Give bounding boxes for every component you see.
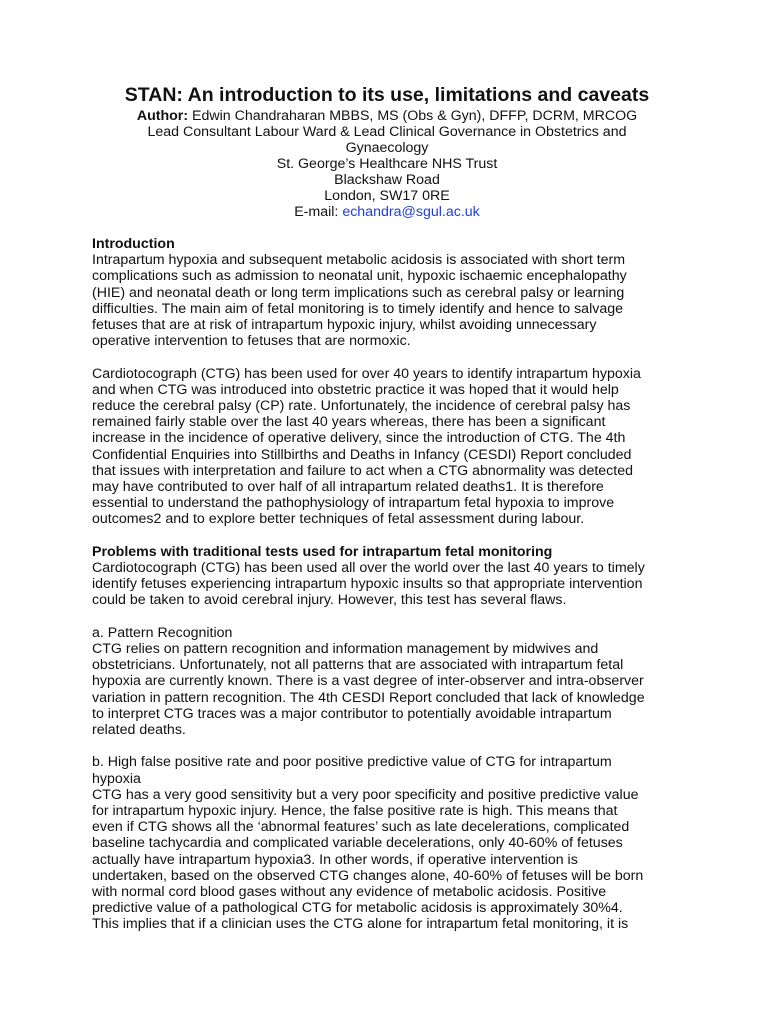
text-line: CTG relies on pattern recognition and information management by midwives and [92, 641, 599, 658]
text-line: Cardiotocograph (CTG) has been used for over 40 years to identify intrapartum hypoxia [92, 365, 641, 382]
introduction-heading: Introduction [92, 236, 175, 252]
text-line: remained fairly stable over the last 40 years whereas, there has been a significant [92, 414, 606, 431]
document-page [92, 82, 682, 933]
text-line: identify fetuses experiencing intrapartum hypoxic insults so that appropriate intervention [92, 576, 643, 593]
text-line: increase in the incidence of operative delivery, since the introduction of CTG. The 4th [92, 430, 626, 447]
text-line: with normal cord blood gases without any evidence of metabolic acidosis. Positive [92, 884, 607, 901]
text-line: variation in pattern recognition. The 4th CESDI Report concluded that lack of knowledge [92, 689, 645, 706]
text-line: operative intervention to fetuses that are normoxic. [92, 333, 411, 350]
email-label: E-mail: [294, 204, 343, 220]
subsection-b-heading-line: b. High false positive rate and poor positive predictive value of CTG for intrapartum [92, 754, 612, 771]
introduction-paragraph-2 [92, 366, 682, 528]
author-label: Author: [136, 108, 189, 124]
text-line: predictive value of a pathological CTG for metabolic acidosis is approximately 30%4. [92, 900, 623, 917]
text-line: difficulties. The main aim of fetal monitoring is to timely identify and hence to salvage [92, 300, 623, 317]
text-line: CTG has a very good sensitivity but a very poor specificity and positive predictive value [92, 786, 639, 803]
author-city: London, SW17 0RE [324, 188, 450, 204]
text-line: Cardiotocograph (CTG) has been used all over the world over the last 40 years to timely [92, 560, 645, 577]
text-line: reduce the cerebral palsy (CP) rate. Unfortunately, the incidence of cerebral palsy has [92, 398, 631, 415]
subsection-b-heading-line: hypoxia [92, 770, 141, 787]
text-line: This implies that if a clinician uses the CTG alone for intrapartum fetal monitoring, it is [92, 916, 629, 933]
author-street: Blackshaw Road [334, 172, 440, 188]
text-line: fetuses that are at risk of intrapartum hypoxic injury, whilst avoiding unnecessary [92, 317, 597, 334]
introduction-section [92, 236, 682, 528]
text-line: related deaths. [92, 722, 186, 739]
subsection-a-heading: a. Pattern Recognition [92, 624, 233, 641]
text-line: could be taken to avoid cerebral injury. However, this test has several flaws. [92, 592, 567, 609]
text-line: (HIE) and neonatal death or long term implications such as cerebral palsy or learning [92, 284, 625, 301]
author-name: Edwin Chandraharan MBBS, MS (Obs & Gyn), DFFP, DCRM, MRCOG [188, 108, 638, 124]
author-block [92, 108, 682, 220]
text-line: Intrapartum hypoxia and subsequent metabolic acidosis is associated with short term [92, 252, 626, 269]
text-line: and when CTG was introduced into obstetric practice it was hoped that it would help [92, 381, 619, 398]
problems-paragraph-1 [92, 560, 682, 609]
text-line: obstetricians. Unfortunately, not all patterns that are associated with intrapartum fetal [92, 657, 624, 674]
text-line: Confidential Enquiries into Stillbirths and Deaths in Infancy (CESDI) Report concluded [92, 446, 632, 463]
text-line: to interpret CTG traces was a major contributor to potentially avoidable intrapartum [92, 705, 612, 722]
text-line: baseline tachycardia and complicated variable decelerations, only 40-60% of fetuses [92, 835, 623, 852]
problems-heading: Problems with traditional tests used for intrapartum fetal monitoring [92, 543, 553, 560]
text-line: even if CTG shows all the ‘abnormal features’ such as late decelerations, complicated [92, 819, 630, 836]
author-line [92, 108, 682, 124]
text-line: may have contributed to over half of all intrapartum related deaths1. It is therefore [92, 479, 604, 496]
text-line: outcomes2 and to explore better techniques of fetal assessment during labour. [92, 511, 585, 528]
text-line: that issues with interpretation and failure to act when a CTG abnormality was detected [92, 462, 633, 479]
author-position-line-2: Gynaecology [345, 140, 429, 156]
text-line: complications such as admission to neonatal unit, hypoxic ischaemic encephalopathy [92, 268, 627, 285]
problems-section [92, 544, 682, 933]
subsection-b-heading [92, 754, 682, 786]
subsection-a-paragraph [92, 641, 682, 738]
text-line: actually have intrapartum hypoxia3. In other words, if operative intervention is [92, 851, 578, 868]
paper-title: STAN: An introduction to its use, limitations and caveats [124, 84, 650, 106]
text-line: hypoxia are currently known. There is a vast degree of inter-observer and intra-observer [92, 673, 644, 690]
text-line: undertaken, based on the observed CTG changes alone, 40-60% of fetuses will be born [92, 867, 644, 884]
introduction-paragraph-1 [92, 252, 682, 349]
text-line: for intrapartum hypoxic injury. Hence, the false positive rate is high. This means that [92, 803, 618, 820]
text-line: essential to understand the pathophysiology of intrapartum fetal hypoxia to improve [92, 495, 615, 512]
subsection-b-paragraph [92, 787, 682, 933]
author-position-line-1: Lead Consultant Labour Ward & Lead Clinical Governance in Obstetrics and [147, 124, 627, 140]
author-email-line [92, 204, 682, 220]
author-institution: St. George’s Healthcare NHS Trust [276, 156, 498, 172]
email-link[interactable]: echandra@sgul.ac.uk [342, 204, 480, 220]
